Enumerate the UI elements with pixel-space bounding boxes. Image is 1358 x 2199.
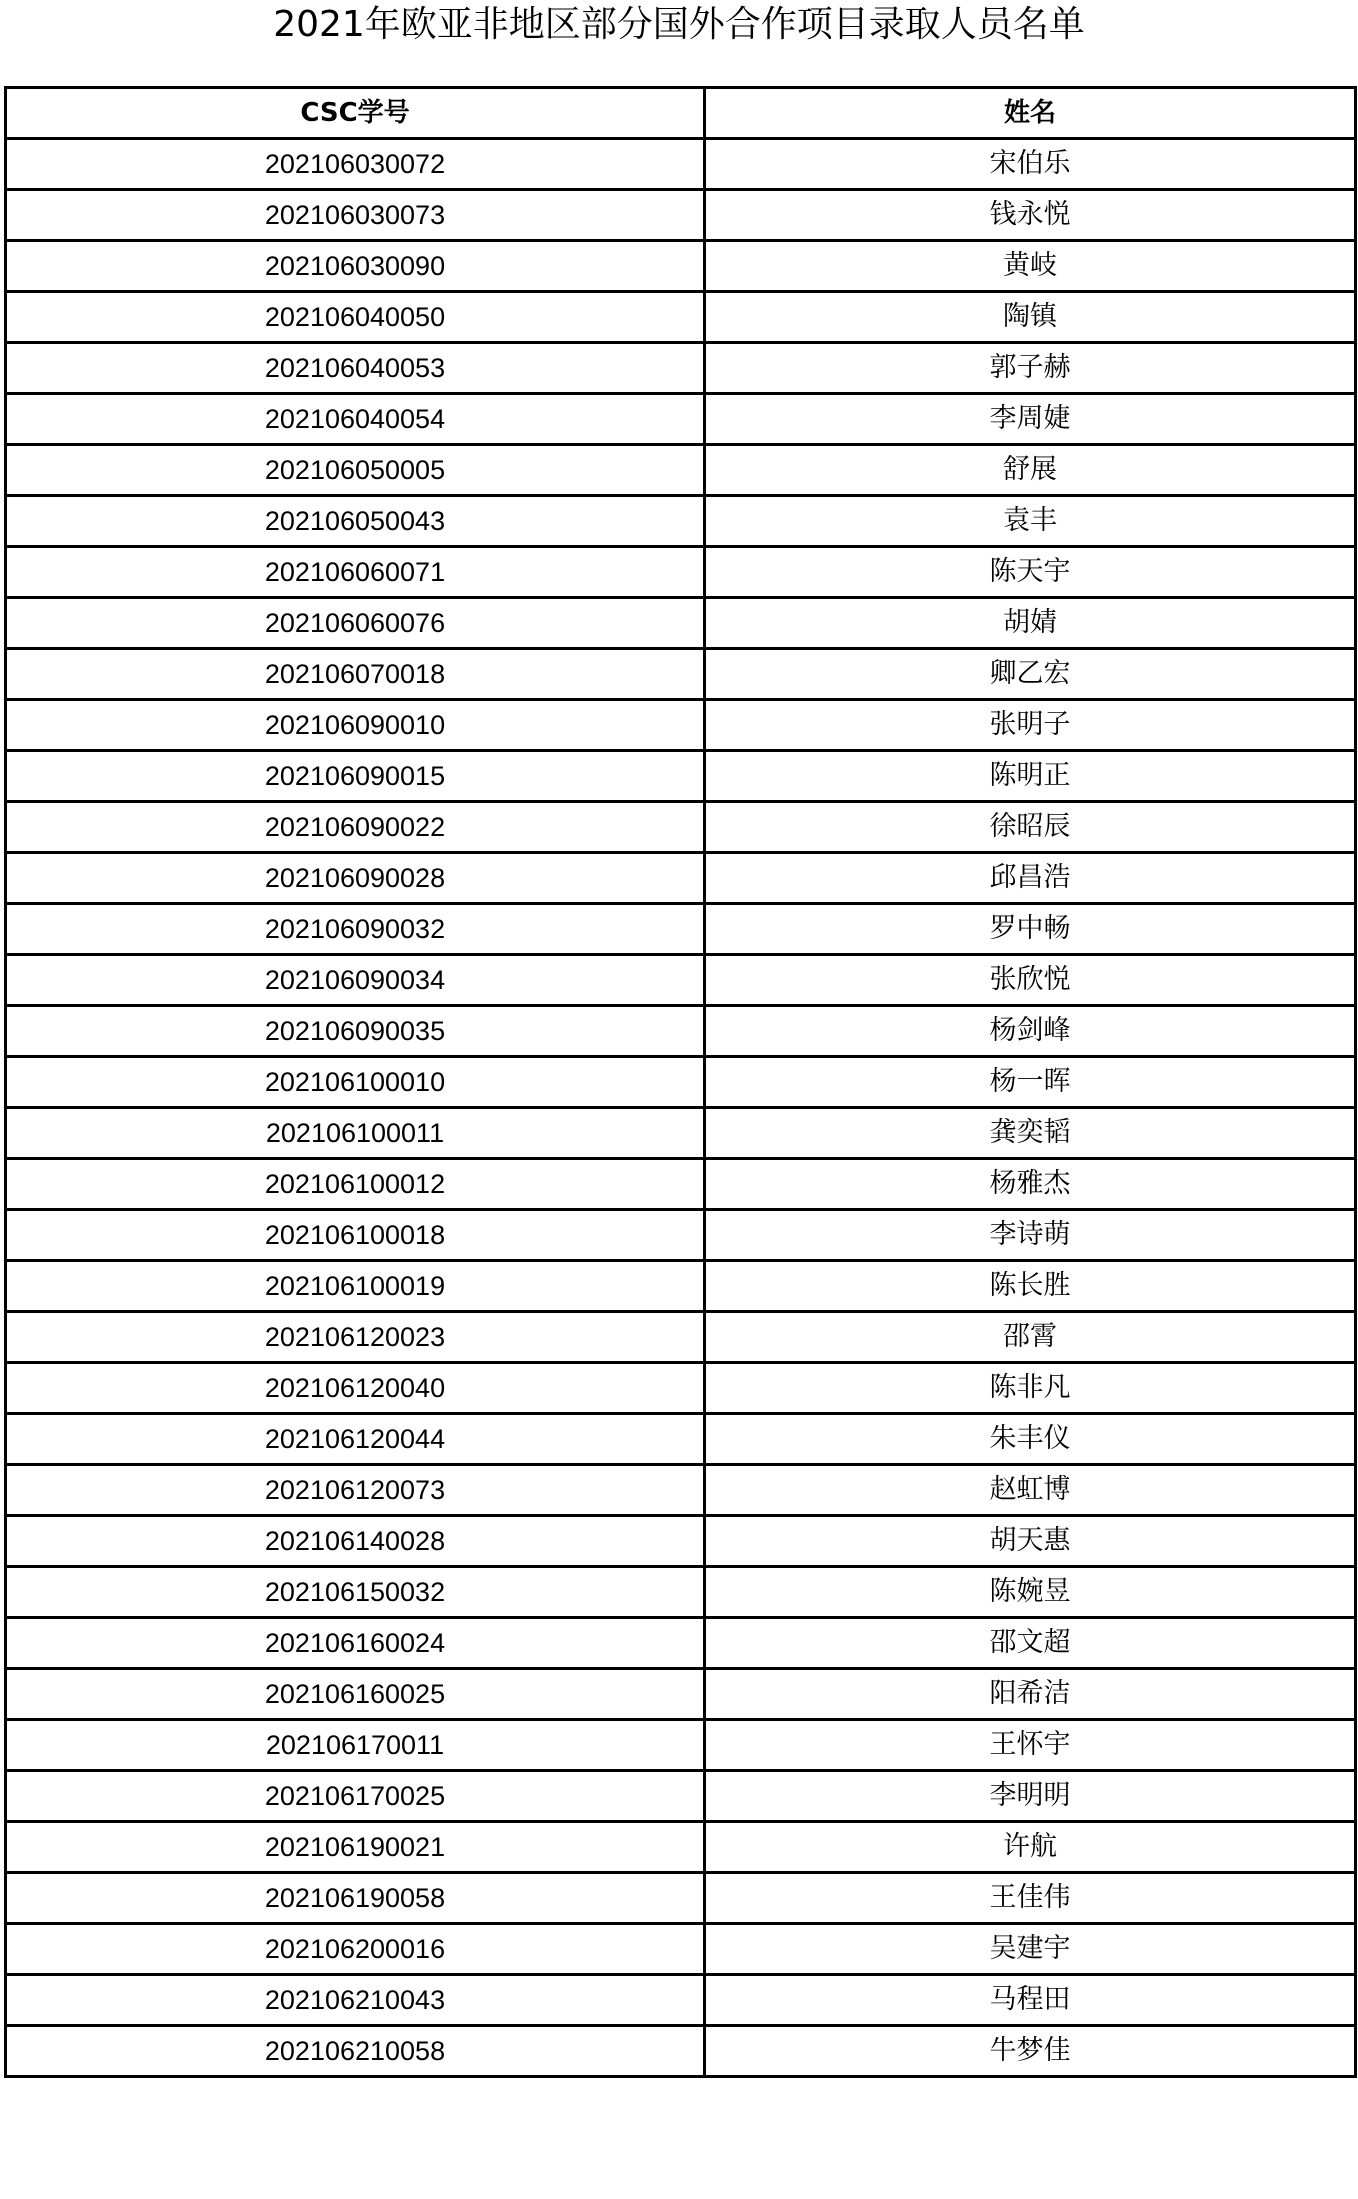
- csc-id-cell: 202106040050: [6, 292, 705, 343]
- table-body: [6, 139, 1356, 2077]
- name-cell: 杨雅杰: [705, 1159, 1356, 1210]
- csc-id-cell: 202106120023: [6, 1312, 705, 1363]
- table-row: [6, 1720, 1356, 1771]
- table-row: [6, 1618, 1356, 1669]
- name-cell: 陈非凡: [705, 1363, 1356, 1414]
- csc-id-cell: 202106160025: [6, 1669, 705, 1720]
- csc-id-cell: 202106050005: [6, 445, 705, 496]
- csc-id-cell: 202106120073: [6, 1465, 705, 1516]
- name-cell: 李周婕: [705, 394, 1356, 445]
- csc-id-cell: 202106100012: [6, 1159, 705, 1210]
- table-row: [6, 292, 1356, 343]
- csc-id-cell: 202106090022: [6, 802, 705, 853]
- csc-id-cell: 202106120040: [6, 1363, 705, 1414]
- table-row: [6, 598, 1356, 649]
- table-row: [6, 1822, 1356, 1873]
- csc-id-cell: 202106030090: [6, 241, 705, 292]
- table-row: [6, 1567, 1356, 1618]
- table-row: [6, 241, 1356, 292]
- table-row: [6, 1363, 1356, 1414]
- csc-id-cell: 202106030072: [6, 139, 705, 190]
- name-cell: 阳希洁: [705, 1669, 1356, 1720]
- csc-id-cell: 202106160024: [6, 1618, 705, 1669]
- name-cell: 吴建宇: [705, 1924, 1356, 1975]
- table-row: [6, 1057, 1356, 1108]
- admission-list-table: [4, 86, 1357, 2078]
- table-row: [6, 394, 1356, 445]
- table-row: [6, 751, 1356, 802]
- csc-id-cell: 202106050043: [6, 496, 705, 547]
- name-cell: 李诗萌: [705, 1210, 1356, 1261]
- name-cell: 袁丰: [705, 496, 1356, 547]
- name-cell: 陶镇: [705, 292, 1356, 343]
- name-cell: 许航: [705, 1822, 1356, 1873]
- name-cell: 舒展: [705, 445, 1356, 496]
- csc-id-cell: 202106140028: [6, 1516, 705, 1567]
- table-header-row: [6, 88, 1356, 139]
- name-cell: 宋伯乐: [705, 139, 1356, 190]
- csc-id-cell: 202106100019: [6, 1261, 705, 1312]
- table-row: [6, 1516, 1356, 1567]
- name-cell: 邵霄: [705, 1312, 1356, 1363]
- column-header-name: 姓名: [705, 88, 1356, 139]
- name-cell: 胡天惠: [705, 1516, 1356, 1567]
- csc-id-cell: 202106100011: [6, 1108, 705, 1159]
- name-cell: 罗中畅: [705, 904, 1356, 955]
- csc-id-cell: 202106210043: [6, 1975, 705, 2026]
- name-cell: 陈明正: [705, 751, 1356, 802]
- table-row: [6, 445, 1356, 496]
- table-row: [6, 343, 1356, 394]
- table-row: [6, 2026, 1356, 2077]
- name-cell: 龚奕韬: [705, 1108, 1356, 1159]
- csc-id-cell: 202106100010: [6, 1057, 705, 1108]
- name-cell: 杨一晖: [705, 1057, 1356, 1108]
- name-cell: 陈婉昱: [705, 1567, 1356, 1618]
- name-cell: 郭子赫: [705, 343, 1356, 394]
- csc-id-cell: 202106170025: [6, 1771, 705, 1822]
- name-cell: 卿乙宏: [705, 649, 1356, 700]
- csc-id-cell: 202106190021: [6, 1822, 705, 1873]
- table-row: [6, 190, 1356, 241]
- csc-id-cell: 202106060071: [6, 547, 705, 598]
- page-title: 2021年欧亚非地区部分国外合作项目录取人员名单: [273, 4, 1085, 45]
- name-cell: 杨剑峰: [705, 1006, 1356, 1057]
- table-row: [6, 904, 1356, 955]
- csc-id-cell: 202106100018: [6, 1210, 705, 1261]
- table-row: [6, 139, 1356, 190]
- csc-id-cell: 202106210058: [6, 2026, 705, 2077]
- table-row: [6, 1771, 1356, 1822]
- csc-id-cell: 202106040054: [6, 394, 705, 445]
- column-header-csc-id: CSC学号: [6, 88, 705, 139]
- name-cell: 赵虹博: [705, 1465, 1356, 1516]
- csc-id-cell: 202106090035: [6, 1006, 705, 1057]
- csc-id-cell: 202106070018: [6, 649, 705, 700]
- name-cell: 陈天宇: [705, 547, 1356, 598]
- name-cell: 王佳伟: [705, 1873, 1356, 1924]
- table-row: [6, 1006, 1356, 1057]
- table-row: [6, 547, 1356, 598]
- table-row: [6, 496, 1356, 547]
- csc-id-cell: 202106200016: [6, 1924, 705, 1975]
- name-cell: 黄岐: [705, 241, 1356, 292]
- csc-id-cell: 202106120044: [6, 1414, 705, 1465]
- csc-id-cell: 202106090028: [6, 853, 705, 904]
- name-cell: 王怀宇: [705, 1720, 1356, 1771]
- csc-id-cell: 202106030073: [6, 190, 705, 241]
- name-cell: 胡婧: [705, 598, 1356, 649]
- csc-id-cell: 202106090010: [6, 700, 705, 751]
- table-row: [6, 853, 1356, 904]
- name-cell: 张欣悦: [705, 955, 1356, 1006]
- csc-id-cell: 202106040053: [6, 343, 705, 394]
- name-cell: 李明明: [705, 1771, 1356, 1822]
- name-cell: 钱永悦: [705, 190, 1356, 241]
- csc-id-cell: 202106060076: [6, 598, 705, 649]
- csc-id-cell: 202106150032: [6, 1567, 705, 1618]
- name-cell: 张明子: [705, 700, 1356, 751]
- csc-id-cell: 202106090032: [6, 904, 705, 955]
- name-cell: 马程田: [705, 1975, 1356, 2026]
- table-row: [6, 1159, 1356, 1210]
- name-cell: 徐昭辰: [705, 802, 1356, 853]
- csc-id-cell: 202106090015: [6, 751, 705, 802]
- table-row: [6, 955, 1356, 1006]
- name-cell: 陈长胜: [705, 1261, 1356, 1312]
- table-row: [6, 1414, 1356, 1465]
- table-row: [6, 700, 1356, 751]
- table-row: [6, 1261, 1356, 1312]
- table-row: [6, 1924, 1356, 1975]
- table-row: [6, 1873, 1356, 1924]
- table-row: [6, 1312, 1356, 1363]
- name-cell: 牛梦佳: [705, 2026, 1356, 2077]
- csc-id-cell: 202106190058: [6, 1873, 705, 1924]
- csc-id-cell: 202106170011: [6, 1720, 705, 1771]
- name-cell: 朱丰仪: [705, 1414, 1356, 1465]
- table-row: [6, 802, 1356, 853]
- csc-id-cell: 202106090034: [6, 955, 705, 1006]
- table-row: [6, 1108, 1356, 1159]
- table-row: [6, 1669, 1356, 1720]
- table-row: [6, 1465, 1356, 1516]
- table-row: [6, 649, 1356, 700]
- table-row: [6, 1210, 1356, 1261]
- table-row: [6, 1975, 1356, 2026]
- name-cell: 邱昌浩: [705, 853, 1356, 904]
- name-cell: 邵文超: [705, 1618, 1356, 1669]
